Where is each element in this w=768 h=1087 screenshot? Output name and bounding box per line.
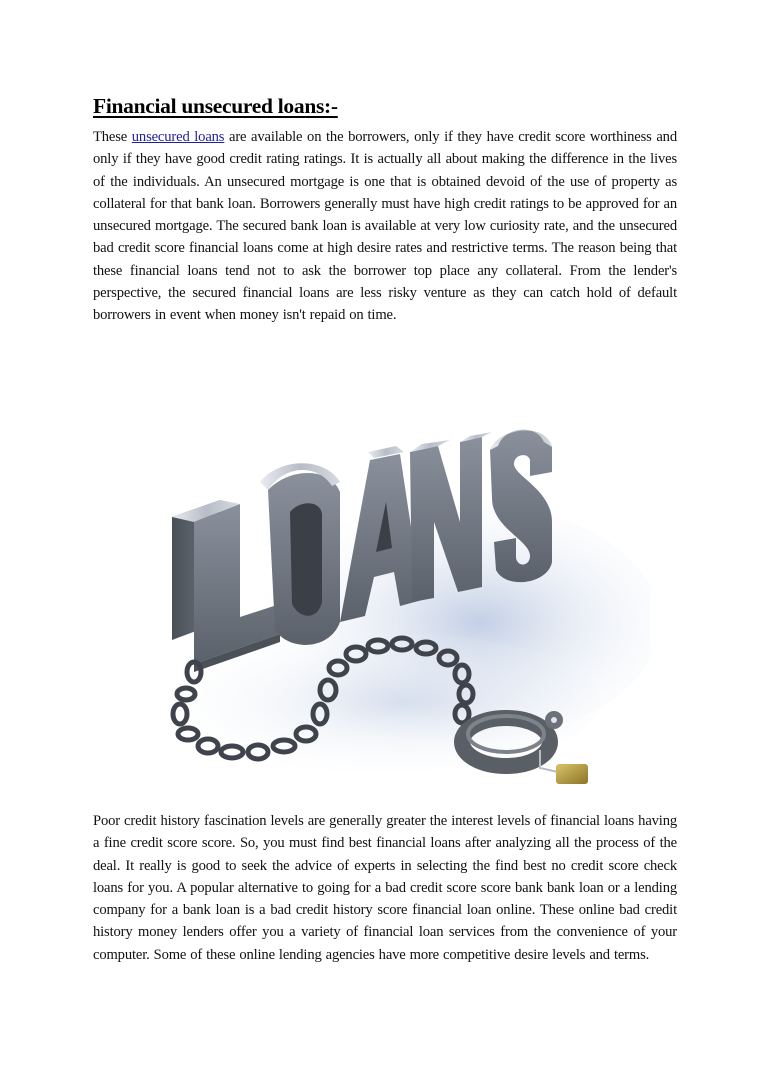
unsecured-loans-link[interactable]: unsecured loans (131, 129, 225, 145)
paragraph-intro-body: are available on the borrowers, only if they have credit score worthiness and only if they have good credit rating ratings. It is actually all about making the difference in the lives of the individuals. An unsecured mortgage is one that is obtained devoid of the use of property as collateral for that bank loan. Borrowers generally must have high credit ratings to be approved for an unsecured mortgage. The secured bank loan is available at very low curiosity rate, and the unsecured bad credit score financial loans come at high desire rates and restrictive terms. The reason being that these financial loans tend not to ask the borrower top place any collateral. From the lender's perspective, the secured financial loans are less risky venture as they can catch hold of default borrowers in event when money isn't repaid on time. (93, 129, 677, 324)
page-title: Financial unsecured loans:- (93, 94, 338, 118)
paragraph-intro (93, 126, 677, 327)
loans-illustration-icon (160, 372, 650, 792)
loans-chain-illustration (160, 372, 650, 792)
paragraph-credit-history: Poor credit history fascination levels are generally greater the interest levels of financial loans having a fine credit score score. So, you must find best financial loans after analyzing all the process of the deal. It really is good to seek the advice of experts in selecting the find best no credit score check loans for you. A popular alternative to going for a bad credit score score bank bank loan or a lending company for a bank loan is a bad credit history score financial loan online. These online bad credit history money lenders offer you a variety of financial loan services from the convenience of your computer. Some of these online lending agencies have more competitive desire levels and terms. (93, 813, 677, 963)
document-body (93, 92, 677, 327)
paragraph-intro-lead: These (93, 129, 132, 145)
